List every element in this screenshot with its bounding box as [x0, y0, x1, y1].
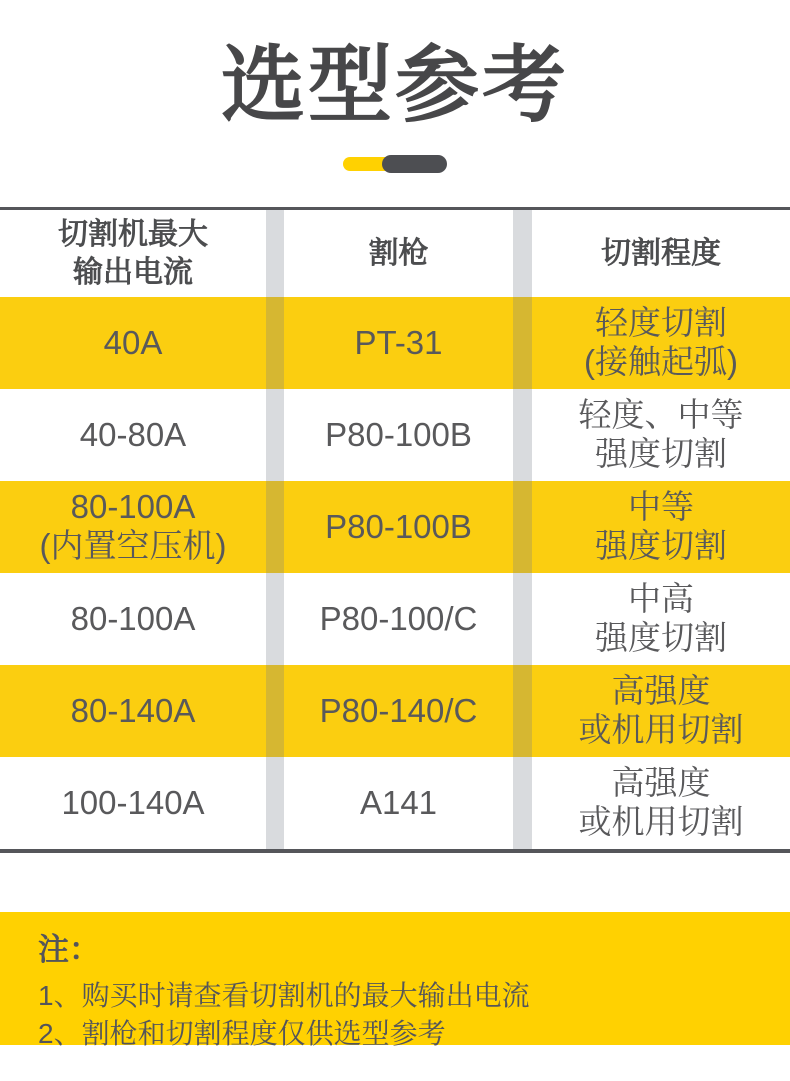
table-row — [0, 757, 790, 849]
cell-line: (接触起弧) — [584, 343, 738, 380]
cell-torch — [284, 297, 513, 389]
selection-table — [0, 207, 790, 853]
cell-max-output-current — [0, 573, 266, 665]
page-title: 选型参考 — [220, 38, 569, 132]
cell-line: 100-140A — [61, 783, 205, 821]
column-separator — [266, 297, 284, 389]
title-divider-inner — [343, 153, 447, 175]
table-header-row — [0, 210, 790, 297]
note-item: 1、购买时请查看切割机的最大输出电流 — [38, 980, 530, 1011]
cell-torch — [284, 389, 513, 481]
table-body — [0, 297, 790, 849]
cell-line: 80-100A — [70, 488, 196, 526]
cell-line: 强度切割 — [595, 527, 727, 564]
title-divider — [0, 153, 790, 175]
header-line: 切割机最大 — [58, 218, 208, 251]
header-line: 割枪 — [368, 236, 429, 270]
cell-line: P80-140/C — [319, 691, 478, 729]
cell-line: 中高 — [628, 580, 694, 618]
header-line: 输出电流 — [73, 255, 193, 289]
table-row — [0, 665, 790, 757]
header-torch — [284, 210, 513, 297]
column-separator — [513, 757, 532, 849]
notes-label: 注： — [38, 932, 100, 967]
cell-line: 40-80A — [79, 415, 187, 453]
cell-max-output-current — [0, 389, 266, 481]
column-separator — [513, 481, 532, 573]
cell-line: 80-140A — [70, 691, 196, 729]
cell-line: P80-100B — [325, 415, 472, 453]
cell-line: 或机用切割 — [578, 711, 744, 748]
table-row — [0, 297, 790, 389]
cell-line: 强度切割 — [595, 619, 727, 656]
column-separator — [266, 665, 284, 757]
header-cut-degree — [532, 210, 790, 297]
cell-max-output-current — [0, 757, 266, 849]
cell-line: 强度切割 — [595, 435, 727, 472]
table-row — [0, 481, 790, 573]
cell-cut-degree — [532, 297, 790, 389]
column-separator — [513, 573, 532, 665]
column-separator — [513, 665, 532, 757]
cell-line: 高强度 — [611, 672, 711, 710]
column-separator — [513, 210, 532, 297]
cell-line: 40A — [103, 323, 163, 361]
cell-max-output-current — [0, 665, 266, 757]
table-row — [0, 573, 790, 665]
column-separator — [266, 389, 284, 481]
table-row — [0, 389, 790, 481]
header-line: 切割程度 — [601, 236, 721, 270]
cell-cut-degree — [532, 665, 790, 757]
column-separator — [266, 573, 284, 665]
cell-cut-degree — [532, 481, 790, 573]
column-separator — [266, 210, 284, 297]
cell-max-output-current — [0, 481, 266, 573]
cell-line: 中等 — [628, 488, 694, 526]
cell-line: P80-100B — [325, 507, 472, 545]
header-max-output-current — [0, 210, 266, 297]
cell-cut-degree — [532, 757, 790, 849]
cell-max-output-current — [0, 297, 266, 389]
column-separator — [266, 757, 284, 849]
cell-line: 80-100A — [70, 599, 196, 637]
cell-torch — [284, 573, 513, 665]
cell-line: PT-31 — [354, 323, 443, 361]
cell-line: (内置空压机) — [39, 527, 227, 564]
cell-line: 轻度、中等 — [578, 396, 744, 434]
cell-line: 高强度 — [611, 764, 711, 802]
note-item: 2、割枪和切割程度仅供选型参考 — [38, 1018, 446, 1050]
column-separator — [513, 389, 532, 481]
cell-torch — [284, 665, 513, 757]
cell-cut-degree — [532, 573, 790, 665]
cell-line: 轻度切割 — [595, 304, 727, 342]
notes-section — [0, 912, 790, 1050]
cell-line: P80-100/C — [319, 599, 478, 637]
column-separator — [513, 297, 532, 389]
column-separator — [266, 481, 284, 573]
cell-torch — [284, 481, 513, 573]
cell-line: A141 — [359, 783, 438, 821]
cell-cut-degree — [532, 389, 790, 481]
cell-torch — [284, 757, 513, 849]
divider-dark-segment — [382, 155, 447, 173]
cell-line: 或机用切割 — [578, 803, 744, 840]
